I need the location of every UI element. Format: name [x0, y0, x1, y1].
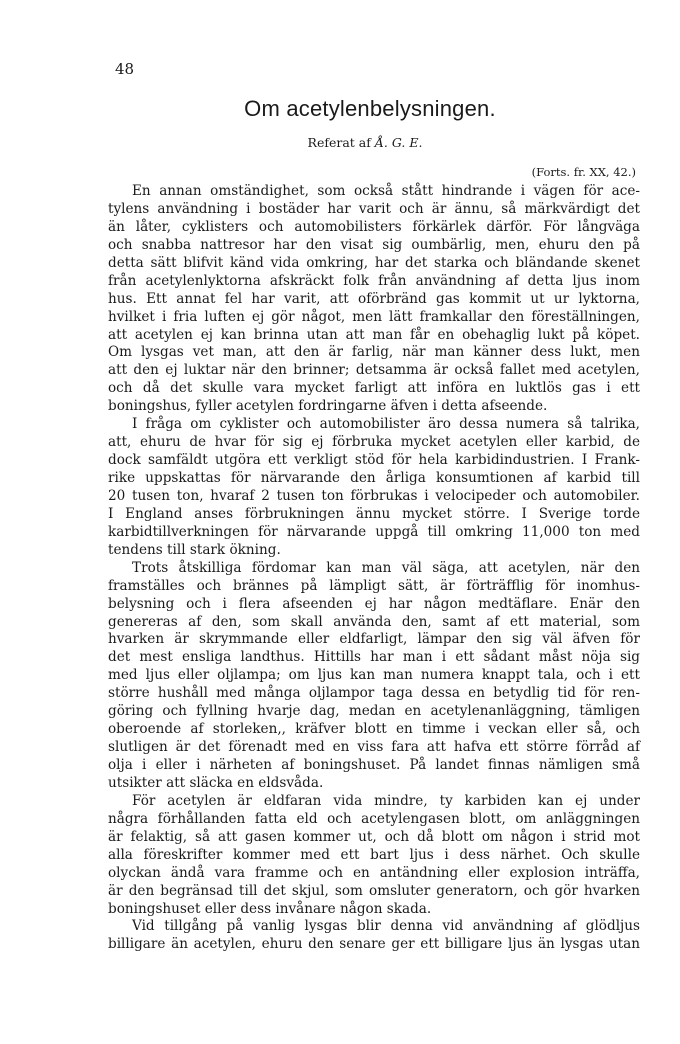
text-line: än låter, cyklisters och automobilisters förkärlek därför. För långväga	[108, 218, 640, 235]
text-line: Om lysgas vet man, att den är farlig, när man känner dess lukt, men	[108, 344, 640, 361]
text-line: billigare än acetylen, ehuru den senare ger ett billigare ljus än lysgas utan	[108, 936, 640, 953]
byline	[0, 135, 680, 150]
text-line: Vid tillgång på vanlig lysgas blir denna vid användning af glödljus	[132, 918, 640, 935]
text-line: slutligen är det förenadt med en viss fara att hafva ett större förråd af	[108, 739, 640, 756]
text-line: dock samfäldt utgöra ett verkligt stöd för hela karbidindustrien. I Frank-	[108, 452, 640, 469]
page-number: 48	[115, 60, 135, 78]
text-line: I fråga om cyklister och automobilister äro dessa numera så talrika,	[132, 416, 640, 433]
text-line: större hushåll med många oljlampor taga dessa en betydlig tid för ren-	[108, 685, 640, 702]
text-line: genereras af den, som skall använda den, samt af ett material, som	[108, 613, 640, 630]
paragraph	[108, 416, 640, 560]
text-line: För acetylen är eldfaran vida mindre, ty karbiden kan ej under	[132, 792, 640, 809]
text-line: framställes och brännes på lämpligt sätt, är förträfflig för inomhus-	[108, 577, 640, 594]
article-body	[108, 183, 640, 954]
text-line: hvilket i fria luften ej gör något, men lätt framkallar den föreställningen,	[108, 308, 640, 325]
text-line: boningshus, fyller acetylen fordringarne äfven i detta afseende.	[108, 398, 548, 415]
paragraph	[108, 183, 640, 416]
text-line: rike uppskattas för närvarande den årliga konsumtionen af karbid till	[108, 470, 640, 486]
text-line: är felaktig, så att gasen kommer ut, och då blott om någon i strid mot	[108, 828, 640, 845]
text-line: från acetylenlyktorna afskräckt folk från användning af detta ljus inom	[108, 272, 640, 289]
text-line: En annan omständighet, som också stått hindrande i vägen för ace-	[132, 183, 640, 199]
text-line: göring och fyllning hvarje dag, medan en acetylenanläggning, tämligen	[108, 703, 640, 720]
paragraph	[108, 560, 640, 793]
text-line: olja i eller i närheten af boningshuset. På landet finnas nämligen små	[108, 757, 640, 773]
continued-note: (Forts. fr. XX, 42.)	[531, 165, 636, 179]
text-line: hus. Ett annat fel har varit, att oförbränd gas kommit ut ur lyktorna,	[108, 290, 640, 307]
text-line: Trots åtskilliga fördomar kan man väl säga, att acetylen, när den	[132, 559, 640, 576]
text-line: några förhållanden fatta eld och acetylengasen blott, om anläggningen	[108, 810, 640, 827]
text-line: att den ej luktar när den brinner; detsamma är också fallet med acetylen,	[108, 362, 640, 379]
text-line: karbidtillverkningen för närvarande uppgå till omkring 11,000 ton med	[108, 523, 640, 540]
text-line: tendens till stark ökning.	[108, 541, 281, 558]
text-line: alla föreskrifter kommer med ett bart ljus i dess närhet. Och skulle	[108, 846, 640, 863]
text-line: med ljus eller oljlampa; om ljus kan man numera knappt tala, och i ett	[108, 667, 640, 684]
paragraph	[108, 918, 640, 954]
text-line: I England anses förbrukningen ännu mycket större. I Sverige torde	[108, 505, 640, 522]
text-line: oberoende af storleken,, kräfver blott en timme i veckan eller så, och	[108, 721, 640, 738]
text-line: olyckan ändå vara framme och en antändning eller explosion inträffa,	[108, 864, 640, 881]
paragraph	[108, 793, 640, 919]
text-line: boningshuset eller dess invånare någon skada.	[108, 900, 432, 917]
text-line: belysning och i flera afseenden ej har någon medtäflare. Enär den	[108, 595, 640, 612]
text-line: 20 tusen ton, hvaraf 2 tusen ton förbrukas i velocipeder och automobiler.	[108, 487, 640, 504]
text-line: det mest ensliga landthus. Hittills har man i ett sådant måst nöja sig	[108, 649, 640, 666]
text-line: och då det skulle vara mycket farligt att införa en luktlös gas i ett	[108, 380, 640, 397]
text-line: och snabba nattresor har den visat sig oumbärlig, men, ehuru den på	[108, 236, 640, 253]
text-line: detta sätt blifvit känd vida omkring, har det starka och bländande skenet	[108, 254, 640, 271]
text-line: är den begränsad till det skjul, som omsluter generatorn, och gör hvarken	[108, 882, 640, 899]
text-line: att, ehuru de hvar för sig ej förbruka mycket acetylen eller karbid, de	[108, 434, 640, 451]
article-title: Om acetylenbelysningen.	[244, 96, 496, 121]
byline-prefix: Referat af	[307, 135, 371, 150]
text-line: tylens användning i bostäder har varit och är ännu, så märkvärdigt det	[108, 200, 640, 217]
text-line: utsikter att släcka en eldsvåda.	[108, 774, 324, 791]
text-line: att acetylen ej kan brinna utan att man får en obehaglig lukt på köpet.	[108, 326, 640, 343]
byline-initials: Å. G. E.	[374, 135, 423, 150]
text-line: hvarken är skrymmande eller eldfarligt, lämpar den sig väl äfven för	[108, 631, 640, 648]
